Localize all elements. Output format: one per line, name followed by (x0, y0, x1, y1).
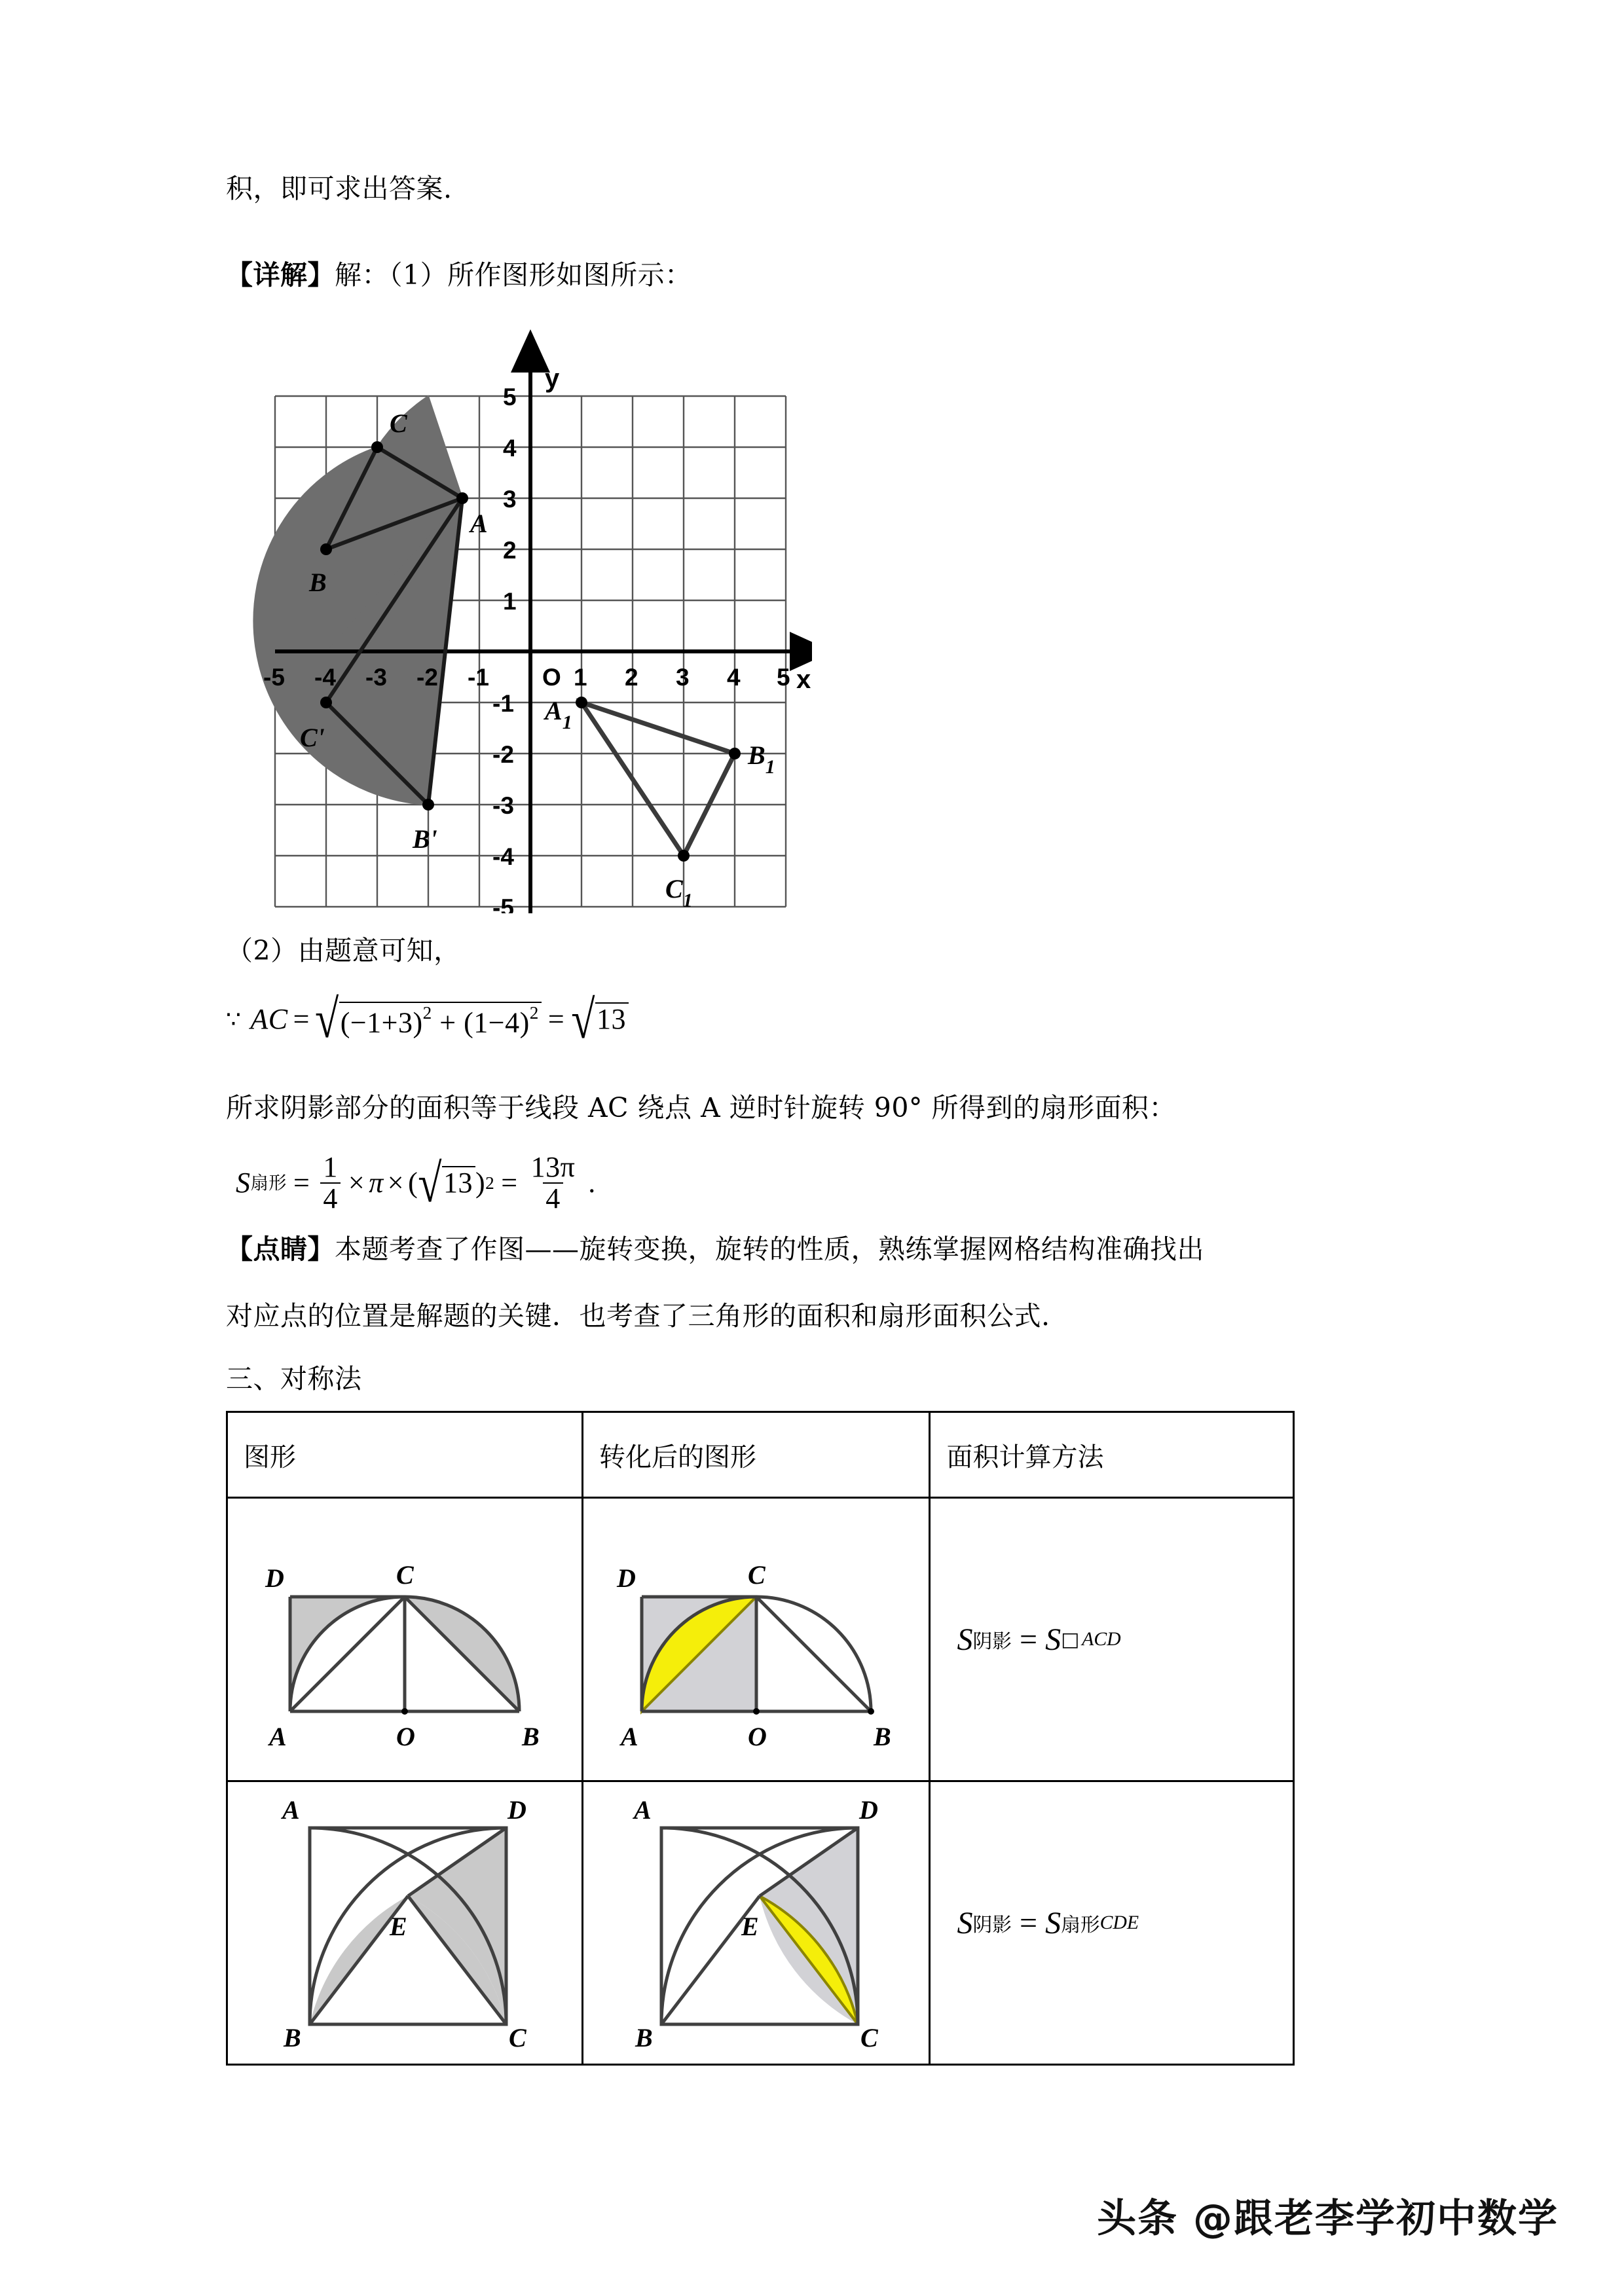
formula-rhs: S (1045, 1905, 1061, 1941)
label-point-C1: $C_1$ (665, 874, 693, 911)
detail-paragraph (226, 259, 692, 291)
svg-text:2: 2 (625, 664, 638, 691)
svg-text:1: 1 (574, 664, 587, 691)
label-A: A (268, 1722, 287, 1751)
label-C: C (396, 1560, 414, 1590)
point-C-prime (320, 697, 332, 708)
symmetry-method-table (226, 1411, 1295, 2066)
formula-lhs-subscript: 阴影 (972, 1913, 1012, 1937)
svg-text:-3: -3 (365, 664, 387, 691)
svg-text:3: 3 (503, 486, 517, 513)
formula-lhs: S (957, 1622, 973, 1657)
svg-text:5: 5 (503, 384, 517, 410)
sector-area-formula: S 扇形 = $\frac{1}{4}$ × π × ( √ 13 ) 2 = $\frac{13\pi}{4}$ . (236, 1151, 596, 1215)
svg-text:-1: -1 (492, 690, 514, 717)
label-point-A: A (470, 509, 488, 538)
insight-text-1: 本题考查了作图——旋转变换，旋转的性质，熟练掌握网格结构准确找出 (335, 1233, 1204, 1265)
paragraph-continuation: 积，即可求出答案. (226, 173, 452, 204)
square-transformed-svg (602, 1789, 910, 2050)
svg-text:-1: -1 (468, 664, 489, 691)
table-header-method: 面积计算方法 (930, 1412, 1294, 1498)
square-original-svg (251, 1789, 559, 2050)
label-B: B (283, 2023, 301, 2050)
sector-sentence: 所求阴影部分的面积等于线段 AC 绕点 A 逆时针旋转 90° 所得到的扇形面积： (226, 1092, 1176, 1123)
cell-figure-semicircle-original (227, 1498, 583, 1781)
label-point-C-prime: C' (300, 723, 325, 752)
label-point-C: C (390, 409, 407, 438)
svg-text:-5: -5 (492, 894, 514, 913)
footer-watermark: 头条 @跟老李学初中数学 (1097, 2196, 1559, 2242)
svg-text:4: 4 (503, 435, 517, 462)
label-A: A (620, 1722, 638, 1751)
label-C: C (508, 2023, 526, 2050)
formula-rhs-name: ACD (1082, 1628, 1121, 1650)
point-B1 (729, 748, 741, 759)
coordinate-plane-svg (249, 324, 812, 913)
formula-lhs-subscript: 阴影 (972, 1630, 1012, 1653)
formula-rhs-shape: □ (1061, 1628, 1080, 1651)
svg-text:-2: -2 (492, 741, 514, 768)
formula-equals: = (1019, 1905, 1038, 1941)
point-B (320, 543, 332, 555)
triangle-A1B1C1 (581, 702, 735, 856)
svg-text:-3: -3 (492, 792, 514, 819)
svg-text:3: 3 (676, 664, 690, 691)
svg-text:-4: -4 (314, 664, 336, 691)
label-point-B: B (309, 568, 327, 597)
point-C (371, 441, 383, 453)
cell-figure-square-original (227, 1781, 583, 2065)
part2-lead: （2）由题意可知， (226, 935, 461, 966)
label-O: O (396, 1722, 415, 1751)
point-A1 (576, 697, 587, 708)
svg-text:-4: -4 (492, 843, 514, 870)
table-row (227, 1498, 1294, 1781)
label-C: C (860, 2023, 878, 2050)
detail-text: 解：（1）所作图形如图所示： (335, 259, 692, 291)
cell-formula-row2 (930, 1781, 1294, 2065)
label-D: D (616, 1563, 636, 1593)
formula-equals: = (1019, 1622, 1038, 1657)
formula-rhs-shape: 扇形 (1061, 1913, 1100, 1937)
label-B: B (521, 1722, 540, 1751)
label-B: B (873, 1722, 891, 1751)
section-heading: 三、对称法 (226, 1363, 362, 1394)
insight-label: 【点睛】 (226, 1233, 335, 1265)
svg-text:5: 5 (777, 664, 790, 691)
label-point-B1: $B_1$ (748, 740, 775, 778)
cell-figure-semicircle-transformed (582, 1498, 929, 1781)
svg-text:-2: -2 (416, 664, 438, 691)
cell-formula-row1 (930, 1498, 1294, 1781)
label-D: D (858, 1795, 878, 1825)
ac-distance-formula: ∵ AC = √ (−1+3)2 + (1−4)2 = √ 13 (226, 1002, 629, 1037)
semicircle-original-svg (251, 1515, 559, 1757)
point-C1 (678, 850, 690, 862)
label-D: D (265, 1563, 284, 1593)
point-B-prime (422, 799, 434, 811)
table-header-transformed: 转化后的图形 (582, 1412, 929, 1498)
semicircle-transformed-svg (602, 1515, 910, 1757)
svg-text:O: O (542, 664, 561, 691)
label-C: C (747, 1560, 766, 1590)
insight-paragraph-line2: 对应点的位置是解题的关键．也考查了三角形的面积和扇形面积公式. (226, 1300, 1050, 1332)
label-E: E (741, 1912, 759, 1941)
label-point-A1: $A_1$ (545, 696, 572, 733)
insight-paragraph-line1 (226, 1233, 1204, 1265)
svg-text:x: x (796, 665, 811, 694)
svg-text:4: 4 (727, 664, 741, 691)
formula-rhs: S (1045, 1622, 1061, 1657)
svg-text:1: 1 (503, 588, 517, 615)
label-O: O (747, 1722, 767, 1751)
formula-shaded-equals-sector-CDE (957, 1905, 1139, 1941)
svg-text:y: y (545, 364, 560, 393)
label-E: E (389, 1912, 407, 1941)
table-header-figure: 图形 (227, 1412, 583, 1498)
svg-text:-5: -5 (263, 664, 285, 691)
shaded-sector-region (253, 396, 462, 805)
detail-label: 【详解】 (226, 259, 335, 291)
formula-shaded-equals-triangle-ACD (957, 1622, 1120, 1658)
label-A: A (633, 1795, 652, 1825)
table-header-row (227, 1412, 1294, 1498)
formula-lhs: S (957, 1905, 973, 1941)
label-point-B-prime: B' (413, 824, 437, 854)
table-row (227, 1781, 1294, 2065)
point-A (456, 492, 468, 504)
cell-figure-square-transformed (582, 1781, 929, 2065)
formula-rhs-name: CDE (1099, 1912, 1139, 1933)
label-B: B (635, 2023, 653, 2050)
label-A: A (282, 1795, 300, 1825)
svg-text:2: 2 (503, 537, 517, 564)
coordinate-plane-figure (249, 324, 812, 913)
label-D: D (507, 1795, 526, 1825)
